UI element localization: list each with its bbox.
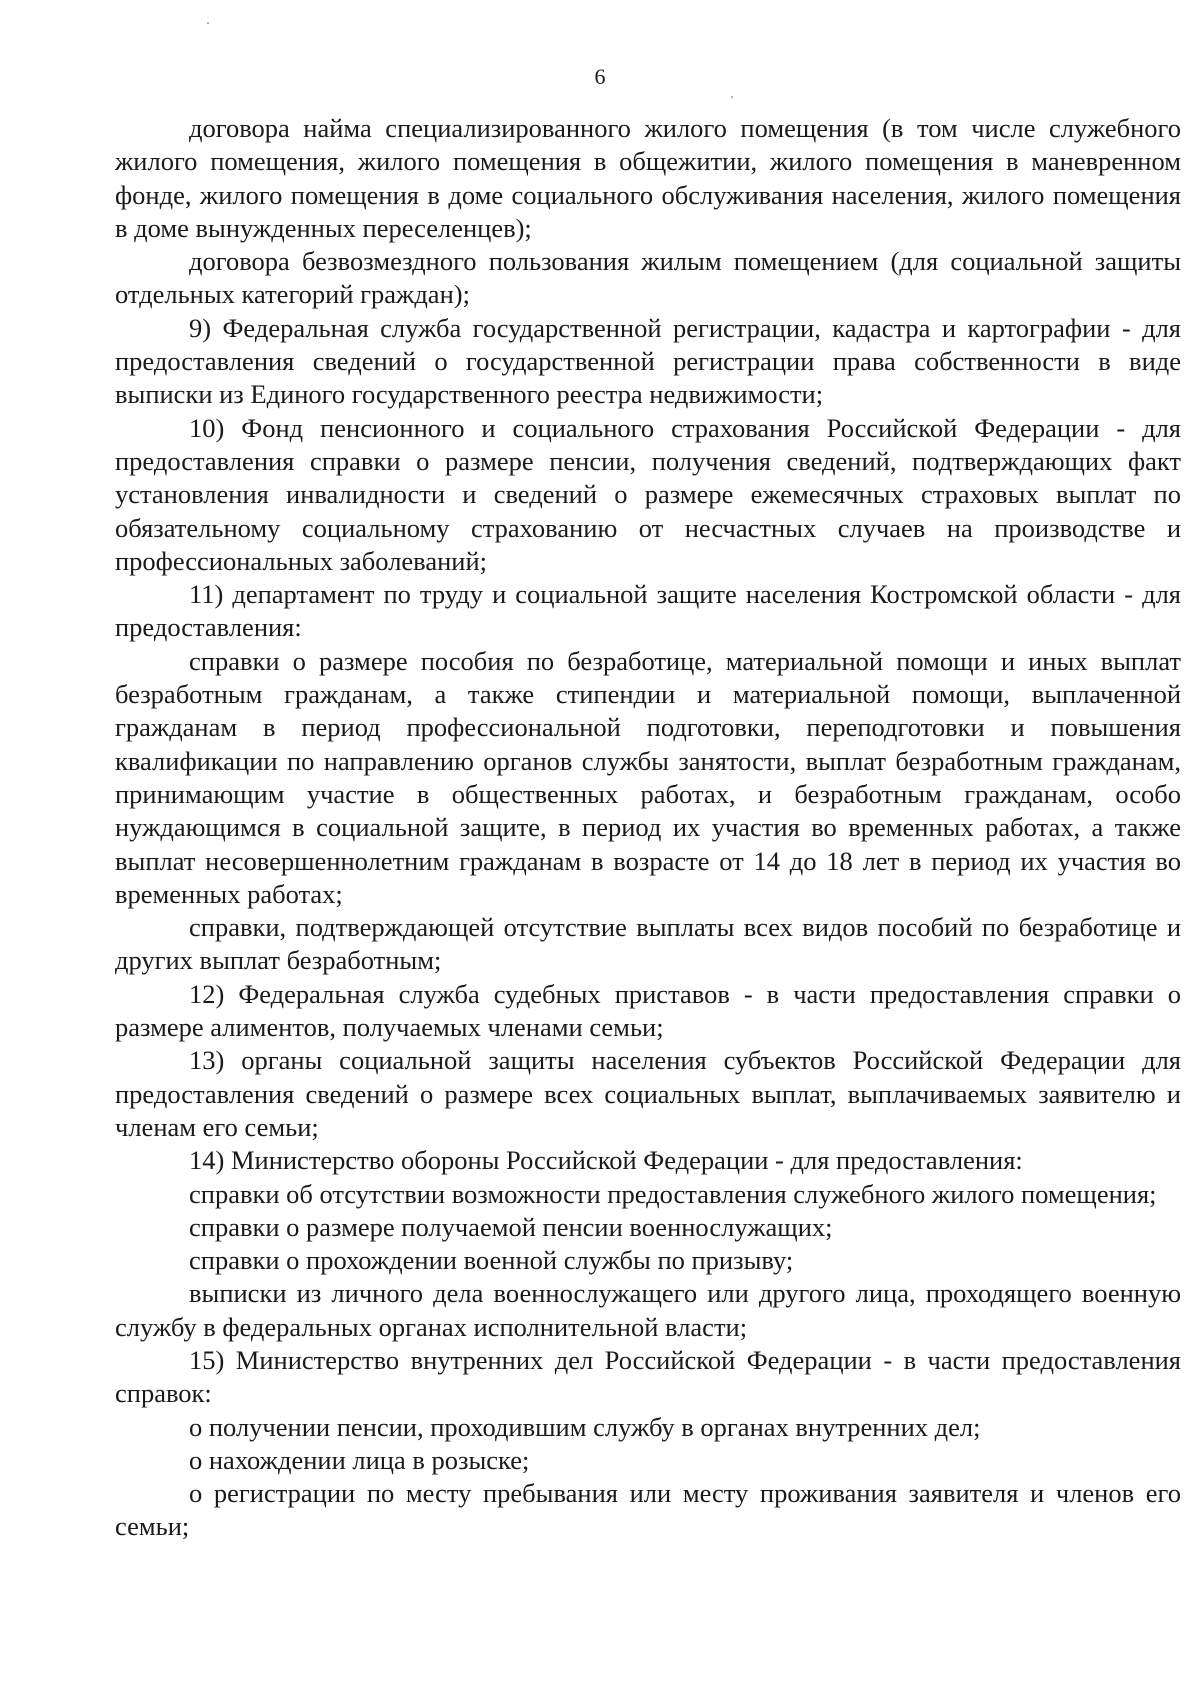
paragraph-free-use-contract: договора безвозмездного пользования жилым помещением (для социальной защиты отдельных категорий граждан); [115,246,1181,310]
paragraph-no-payments-certificate: справки, подтверждающей отсутствие выплаты всех видов пособий по безработице и других выплат безработным; [115,912,1181,976]
paragraph-no-service-housing-certificate: справки об отсутствии возможности предоставления служебного жилого помещения; [189,1178,1157,1209]
document-body [115,112,1181,1544]
page-number: 6 [594,64,606,89]
paragraph-item-10: 10) Фонд пенсионного и социального страхования Российской Федерации - для предоставления справки о размере пенсии, получения сведений, подтверждающих факт установления инвалидности и сведений о размере ежемесячных страховых выплат по обязательному социальному страхованию от несчастных случаев на производстве и профессиональных заболеваний; [115,412,1181,576]
paragraph-item-14: 14) Министерство обороны Российской Федерации - для предоставления: [189,1145,1023,1176]
paragraph-registration-place: о регистрации по месту пребывания или месту проживания заявителя и членов его семьи; [115,1478,1181,1542]
paragraph-specialized-housing-contract: договора найма специализированного жилого помещения (в том числе служебного жилого помещения, жилого помещения в общежитии, жилого помещения в маневренном фонде, жилого помещения в доме социального обслуживания населения, жилого помещения в доме вынужденных переселенцев); [115,113,1181,243]
paragraph-item-12: 12) Федеральная служба судебных приставов - в части предоставления справки о размере алиментов, получаемых членами семьи; [115,978,1181,1043]
paragraph-military-pension-certificate: справки о размере получаемой пенсии военнослужащих; [189,1211,833,1242]
paragraph-unemployment-benefit-certificate: справки о размере пособия по безработице, материальной помощи и иных выплат безработным гражданам, а также стипендии и материальной помощи, выплаченной гражданам в период профессиональной подготовки, переподготовки и повышения квалификации по направлению органов службы занятости, выплат безработным гражданам, принимающим участие в общественных работах, и безработным гражданам, особо нуждающимся в социальной защите, в период их участия во временных работах, а также выплат несовершеннолетним гражданам в возрасте от 14 до 18 лет в период их участия во временных работах; [115,645,1181,909]
paragraph-wanted-person: о нахождении лица в розыске; [189,1444,530,1475]
paragraph-item-15: 15) Министерство внутренних дел Российской Федерации - в части предоставления справок: [115,1344,1181,1409]
paragraph-item-13: 13) органы социальной защиты населения субъектов Российской Федерации для предоставления сведений о размере всех социальных выплат, выплачиваемых заявителю и членам его семьи; [115,1045,1181,1142]
paragraph-item-9: 9) Федеральная служба государственной регистрации, кадастра и картографии - для предоставления сведений о государственной регистрации права собственности в виде выписки из Единого государственного реестра недвижимости; [115,312,1181,410]
paragraph-pension-receipt: о получении пенсии, проходившим службу в органах внутренних дел; [189,1411,981,1442]
scan-speck [207,22,209,24]
scan-speck [731,96,733,98]
paragraph-item-11: 11) департамент по труду и социальной защите населения Костромской области - для предоставления: [115,579,1181,643]
paragraph-conscription-service-certificate: справки о прохождении военной службы по призыву; [189,1245,794,1276]
paragraph-personal-file-extract: выписки из личного дела военнослужащего или другого лица, проходящего военную службу в федеральных органах исполнительной власти; [115,1278,1181,1342]
